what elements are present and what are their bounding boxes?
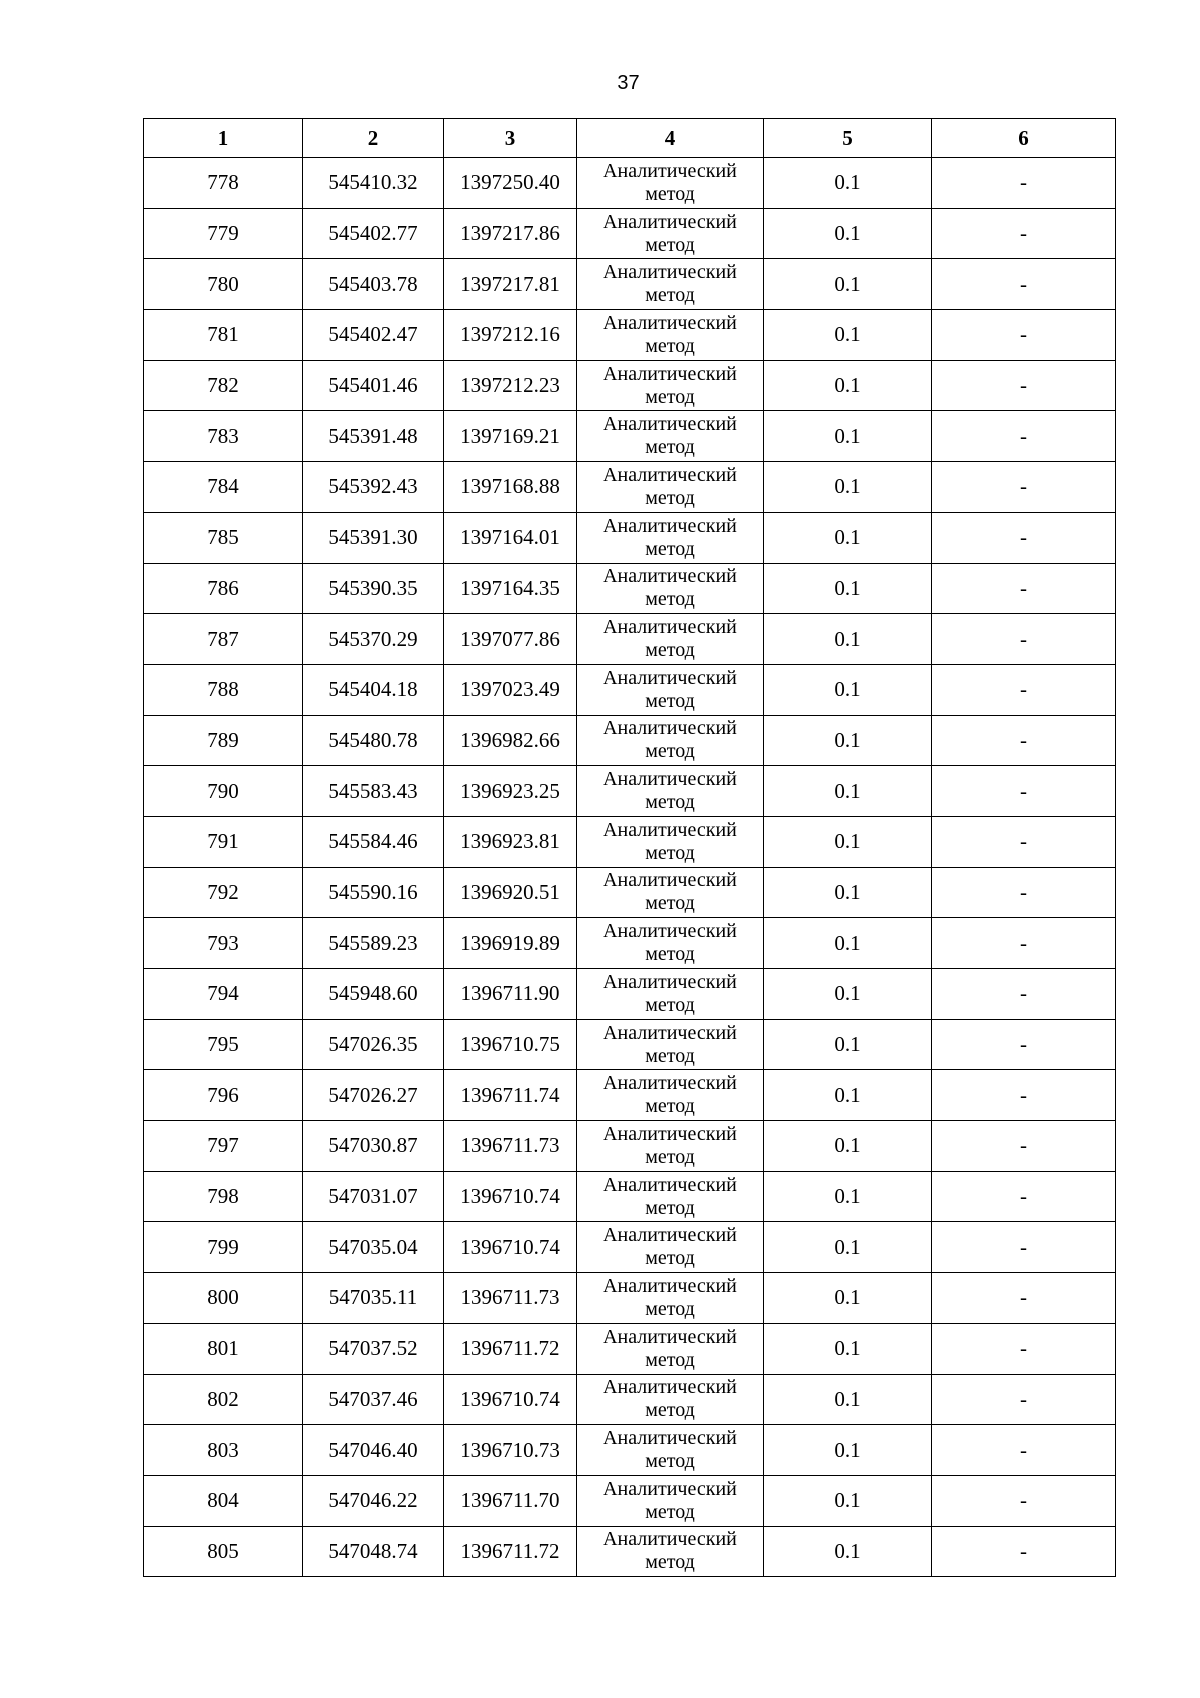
y-coordinate-cell: 1396711.70 [444, 1475, 577, 1526]
method-text-line: Аналитический [603, 1021, 737, 1044]
method-cell [577, 512, 764, 563]
accuracy-cell: 0.1 [764, 1121, 932, 1172]
method-text-line: метод [645, 1399, 695, 1422]
note-cell: - [932, 1019, 1116, 1070]
note-cell: - [932, 766, 1116, 817]
accuracy-cell: 0.1 [764, 411, 932, 462]
table-header-row [144, 119, 1116, 158]
x-coordinate-cell: 545410.32 [303, 158, 444, 209]
method-text-line: метод [645, 233, 695, 256]
method-text-line: метод [645, 1095, 695, 1118]
point-number-cell: 799 [144, 1222, 303, 1273]
method-text-line: Аналитический [603, 565, 737, 588]
accuracy-cell: 0.1 [764, 664, 932, 715]
point-number-cell: 781 [144, 310, 303, 361]
method-cell [577, 462, 764, 513]
y-coordinate-cell: 1396711.73 [444, 1273, 577, 1324]
method-text-line: метод [645, 639, 695, 662]
y-coordinate-cell: 1396711.90 [444, 969, 577, 1020]
method-cell [577, 563, 764, 614]
method-text-line: Аналитический [603, 1274, 737, 1297]
y-coordinate-cell: 1396710.73 [444, 1425, 577, 1476]
note-cell: - [932, 1425, 1116, 1476]
table-row [144, 1425, 1116, 1476]
method-cell [577, 1273, 764, 1324]
point-number-cell: 793 [144, 918, 303, 969]
note-cell: - [932, 1475, 1116, 1526]
accuracy-cell: 0.1 [764, 158, 932, 209]
accuracy-cell: 0.1 [764, 614, 932, 665]
table-body [144, 158, 1116, 1577]
accuracy-cell: 0.1 [764, 1070, 932, 1121]
method-text-line: Аналитический [603, 261, 737, 284]
y-coordinate-cell: 1397169.21 [444, 411, 577, 462]
table-row [144, 969, 1116, 1020]
table-row [144, 563, 1116, 614]
method-cell [577, 158, 764, 209]
accuracy-cell: 0.1 [764, 816, 932, 867]
table-row [144, 918, 1116, 969]
method-text-line: метод [645, 689, 695, 712]
method-text-line: метод [645, 841, 695, 864]
x-coordinate-cell: 545404.18 [303, 664, 444, 715]
x-coordinate-cell: 545948.60 [303, 969, 444, 1020]
note-cell: - [932, 158, 1116, 209]
method-text-line: метод [645, 1500, 695, 1523]
header-col-3: 3 [444, 119, 577, 158]
method-cell [577, 259, 764, 310]
method-cell [577, 1019, 764, 1070]
method-text-line: Аналитический [603, 920, 737, 943]
point-number-cell: 787 [144, 614, 303, 665]
table-row [144, 411, 1116, 462]
y-coordinate-cell: 1397023.49 [444, 664, 577, 715]
y-coordinate-cell: 1397217.81 [444, 259, 577, 310]
x-coordinate-cell: 545401.46 [303, 360, 444, 411]
method-text-line: метод [645, 284, 695, 307]
coordinates-table [143, 118, 1116, 1577]
method-cell [577, 1070, 764, 1121]
table-row [144, 158, 1116, 209]
table-row [144, 1273, 1116, 1324]
note-cell: - [932, 563, 1116, 614]
point-number-cell: 788 [144, 664, 303, 715]
y-coordinate-cell: 1397212.23 [444, 360, 577, 411]
note-cell: - [932, 1222, 1116, 1273]
method-cell [577, 1171, 764, 1222]
method-text-line: метод [645, 182, 695, 205]
method-text-line: метод [645, 993, 695, 1016]
y-coordinate-cell: 1396710.75 [444, 1019, 577, 1070]
y-coordinate-cell: 1396710.74 [444, 1222, 577, 1273]
method-text-line: метод [645, 1044, 695, 1067]
accuracy-cell: 0.1 [764, 1019, 932, 1070]
method-text-line: Аналитический [603, 1122, 737, 1145]
table-row [144, 1222, 1116, 1273]
note-cell: - [932, 1121, 1116, 1172]
y-coordinate-cell: 1396919.89 [444, 918, 577, 969]
y-coordinate-cell: 1396923.81 [444, 816, 577, 867]
point-number-cell: 792 [144, 867, 303, 918]
method-cell [577, 614, 764, 665]
point-number-cell: 785 [144, 512, 303, 563]
note-cell: - [932, 1171, 1116, 1222]
method-cell [577, 360, 764, 411]
x-coordinate-cell: 545390.35 [303, 563, 444, 614]
method-cell [577, 411, 764, 462]
table-row [144, 1019, 1116, 1070]
method-text-line: метод [645, 334, 695, 357]
table-row [144, 1374, 1116, 1425]
table-row [144, 816, 1116, 867]
accuracy-cell: 0.1 [764, 512, 932, 563]
x-coordinate-cell: 547037.46 [303, 1374, 444, 1425]
table-row [144, 1121, 1116, 1172]
accuracy-cell: 0.1 [764, 918, 932, 969]
accuracy-cell: 0.1 [764, 715, 932, 766]
note-cell: - [932, 360, 1116, 411]
method-text-line: метод [645, 1297, 695, 1320]
accuracy-cell: 0.1 [764, 1323, 932, 1374]
note-cell: - [932, 614, 1116, 665]
accuracy-cell: 0.1 [764, 1526, 932, 1577]
method-text-line: Аналитический [603, 666, 737, 689]
point-number-cell: 790 [144, 766, 303, 817]
x-coordinate-cell: 547035.11 [303, 1273, 444, 1324]
method-text-line: Аналитический [603, 1325, 737, 1348]
table-row [144, 867, 1116, 918]
point-number-cell: 782 [144, 360, 303, 411]
accuracy-cell: 0.1 [764, 462, 932, 513]
method-cell [577, 816, 764, 867]
method-text-line: Аналитический [603, 514, 737, 537]
x-coordinate-cell: 545392.43 [303, 462, 444, 513]
method-text-line: метод [645, 791, 695, 814]
accuracy-cell: 0.1 [764, 867, 932, 918]
y-coordinate-cell: 1396982.66 [444, 715, 577, 766]
point-number-cell: 789 [144, 715, 303, 766]
table-row [144, 1171, 1116, 1222]
y-coordinate-cell: 1397164.01 [444, 512, 577, 563]
header-col-5: 5 [764, 119, 932, 158]
table-row [144, 1475, 1116, 1526]
method-cell [577, 1475, 764, 1526]
note-cell: - [932, 512, 1116, 563]
method-text-line: метод [645, 537, 695, 560]
method-text-line: метод [645, 1145, 695, 1168]
method-cell [577, 1425, 764, 1476]
method-text-line: Аналитический [603, 1224, 737, 1247]
point-number-cell: 784 [144, 462, 303, 513]
accuracy-cell: 0.1 [764, 766, 932, 817]
note-cell: - [932, 664, 1116, 715]
header-col-2: 2 [303, 119, 444, 158]
x-coordinate-cell: 547031.07 [303, 1171, 444, 1222]
note-cell: - [932, 816, 1116, 867]
method-text-line: метод [645, 1551, 695, 1574]
note-cell: - [932, 1070, 1116, 1121]
method-text-line: Аналитический [603, 463, 737, 486]
y-coordinate-cell: 1397168.88 [444, 462, 577, 513]
note-cell: - [932, 462, 1116, 513]
point-number-cell: 778 [144, 158, 303, 209]
accuracy-cell: 0.1 [764, 310, 932, 361]
method-text-line: Аналитический [603, 869, 737, 892]
note-cell: - [932, 969, 1116, 1020]
method-text-line: Аналитический [603, 616, 737, 639]
note-cell: - [932, 310, 1116, 361]
x-coordinate-cell: 545589.23 [303, 918, 444, 969]
method-cell [577, 1222, 764, 1273]
point-number-cell: 802 [144, 1374, 303, 1425]
header-col-4: 4 [577, 119, 764, 158]
header-col-6: 6 [932, 119, 1116, 158]
method-text-line: Аналитический [603, 768, 737, 791]
page-number: 37 [617, 72, 640, 94]
method-cell [577, 1526, 764, 1577]
y-coordinate-cell: 1396710.74 [444, 1171, 577, 1222]
table-row [144, 715, 1116, 766]
y-coordinate-cell: 1397217.86 [444, 208, 577, 259]
table-row [144, 664, 1116, 715]
table-row [144, 208, 1116, 259]
method-text-line: Аналитический [603, 362, 737, 385]
method-text-line: метод [645, 1348, 695, 1371]
method-text-line: метод [645, 1247, 695, 1270]
method-text-line: Аналитический [603, 1072, 737, 1095]
table-row [144, 462, 1116, 513]
x-coordinate-cell: 547046.22 [303, 1475, 444, 1526]
note-cell: - [932, 1273, 1116, 1324]
method-cell [577, 1323, 764, 1374]
method-text-line: Аналитический [603, 1376, 737, 1399]
method-text-line: метод [645, 486, 695, 509]
method-cell [577, 969, 764, 1020]
x-coordinate-cell: 547026.27 [303, 1070, 444, 1121]
point-number-cell: 786 [144, 563, 303, 614]
method-text-line: метод [645, 1450, 695, 1473]
table-row [144, 766, 1116, 817]
note-cell: - [932, 1374, 1116, 1425]
note-cell: - [932, 411, 1116, 462]
point-number-cell: 791 [144, 816, 303, 867]
table-row [144, 1070, 1116, 1121]
point-number-cell: 795 [144, 1019, 303, 1070]
method-text-line: метод [645, 588, 695, 611]
x-coordinate-cell: 547046.40 [303, 1425, 444, 1476]
note-cell: - [932, 259, 1116, 310]
method-cell [577, 918, 764, 969]
accuracy-cell: 0.1 [764, 360, 932, 411]
method-text-line: метод [645, 1196, 695, 1219]
method-cell [577, 310, 764, 361]
note-cell: - [932, 918, 1116, 969]
x-coordinate-cell: 547026.35 [303, 1019, 444, 1070]
point-number-cell: 779 [144, 208, 303, 259]
table-row [144, 1323, 1116, 1374]
x-coordinate-cell: 545402.47 [303, 310, 444, 361]
point-number-cell: 796 [144, 1070, 303, 1121]
y-coordinate-cell: 1396710.74 [444, 1374, 577, 1425]
point-number-cell: 805 [144, 1526, 303, 1577]
table-row [144, 360, 1116, 411]
note-cell: - [932, 715, 1116, 766]
method-text-line: Аналитический [603, 818, 737, 841]
x-coordinate-cell: 545403.78 [303, 259, 444, 310]
accuracy-cell: 0.1 [764, 1475, 932, 1526]
x-coordinate-cell: 547035.04 [303, 1222, 444, 1273]
table-row [144, 512, 1116, 563]
method-text-line: Аналитический [603, 159, 737, 182]
method-text-line: Аналитический [603, 717, 737, 740]
y-coordinate-cell: 1396923.25 [444, 766, 577, 817]
point-number-cell: 783 [144, 411, 303, 462]
table-row [144, 1526, 1116, 1577]
note-cell: - [932, 208, 1116, 259]
note-cell: - [932, 867, 1116, 918]
point-number-cell: 798 [144, 1171, 303, 1222]
y-coordinate-cell: 1396711.72 [444, 1323, 577, 1374]
y-coordinate-cell: 1396711.74 [444, 1070, 577, 1121]
x-coordinate-cell: 545480.78 [303, 715, 444, 766]
method-text-line: Аналитический [603, 311, 737, 334]
point-number-cell: 780 [144, 259, 303, 310]
method-cell [577, 766, 764, 817]
table-row [144, 259, 1116, 310]
y-coordinate-cell: 1397077.86 [444, 614, 577, 665]
method-text-line: Аналитический [603, 1477, 737, 1500]
accuracy-cell: 0.1 [764, 259, 932, 310]
x-coordinate-cell: 545590.16 [303, 867, 444, 918]
method-cell [577, 1121, 764, 1172]
y-coordinate-cell: 1396711.73 [444, 1121, 577, 1172]
x-coordinate-cell: 547048.74 [303, 1526, 444, 1577]
point-number-cell: 800 [144, 1273, 303, 1324]
table-row [144, 614, 1116, 665]
x-coordinate-cell: 545584.46 [303, 816, 444, 867]
point-number-cell: 794 [144, 969, 303, 1020]
header-col-1: 1 [144, 119, 303, 158]
accuracy-cell: 0.1 [764, 969, 932, 1020]
x-coordinate-cell: 545391.30 [303, 512, 444, 563]
method-text-line: Аналитический [603, 1528, 737, 1551]
method-text-line: Аналитический [603, 210, 737, 233]
method-cell [577, 664, 764, 715]
accuracy-cell: 0.1 [764, 208, 932, 259]
y-coordinate-cell: 1397212.16 [444, 310, 577, 361]
y-coordinate-cell: 1397250.40 [444, 158, 577, 209]
method-cell [577, 715, 764, 766]
point-number-cell: 801 [144, 1323, 303, 1374]
accuracy-cell: 0.1 [764, 1171, 932, 1222]
point-number-cell: 804 [144, 1475, 303, 1526]
y-coordinate-cell: 1396711.72 [444, 1526, 577, 1577]
x-coordinate-cell: 545583.43 [303, 766, 444, 817]
y-coordinate-cell: 1396920.51 [444, 867, 577, 918]
method-text-line: Аналитический [603, 970, 737, 993]
method-cell [577, 867, 764, 918]
accuracy-cell: 0.1 [764, 1425, 932, 1476]
accuracy-cell: 0.1 [764, 1374, 932, 1425]
x-coordinate-cell: 547037.52 [303, 1323, 444, 1374]
x-coordinate-cell: 547030.87 [303, 1121, 444, 1172]
method-text-line: Аналитический [603, 1427, 737, 1450]
point-number-cell: 803 [144, 1425, 303, 1476]
y-coordinate-cell: 1397164.35 [444, 563, 577, 614]
method-text-line: метод [645, 436, 695, 459]
accuracy-cell: 0.1 [764, 1273, 932, 1324]
method-text-line: метод [645, 892, 695, 915]
accuracy-cell: 0.1 [764, 563, 932, 614]
method-text-line: Аналитический [603, 1173, 737, 1196]
note-cell: - [932, 1323, 1116, 1374]
note-cell: - [932, 1526, 1116, 1577]
method-cell [577, 208, 764, 259]
method-text-line: метод [645, 943, 695, 966]
table-row [144, 310, 1116, 361]
x-coordinate-cell: 545402.77 [303, 208, 444, 259]
method-cell [577, 1374, 764, 1425]
method-text-line: метод [645, 740, 695, 763]
x-coordinate-cell: 545370.29 [303, 614, 444, 665]
point-number-cell: 797 [144, 1121, 303, 1172]
method-text-line: Аналитический [603, 413, 737, 436]
x-coordinate-cell: 545391.48 [303, 411, 444, 462]
method-text-line: метод [645, 385, 695, 408]
accuracy-cell: 0.1 [764, 1222, 932, 1273]
